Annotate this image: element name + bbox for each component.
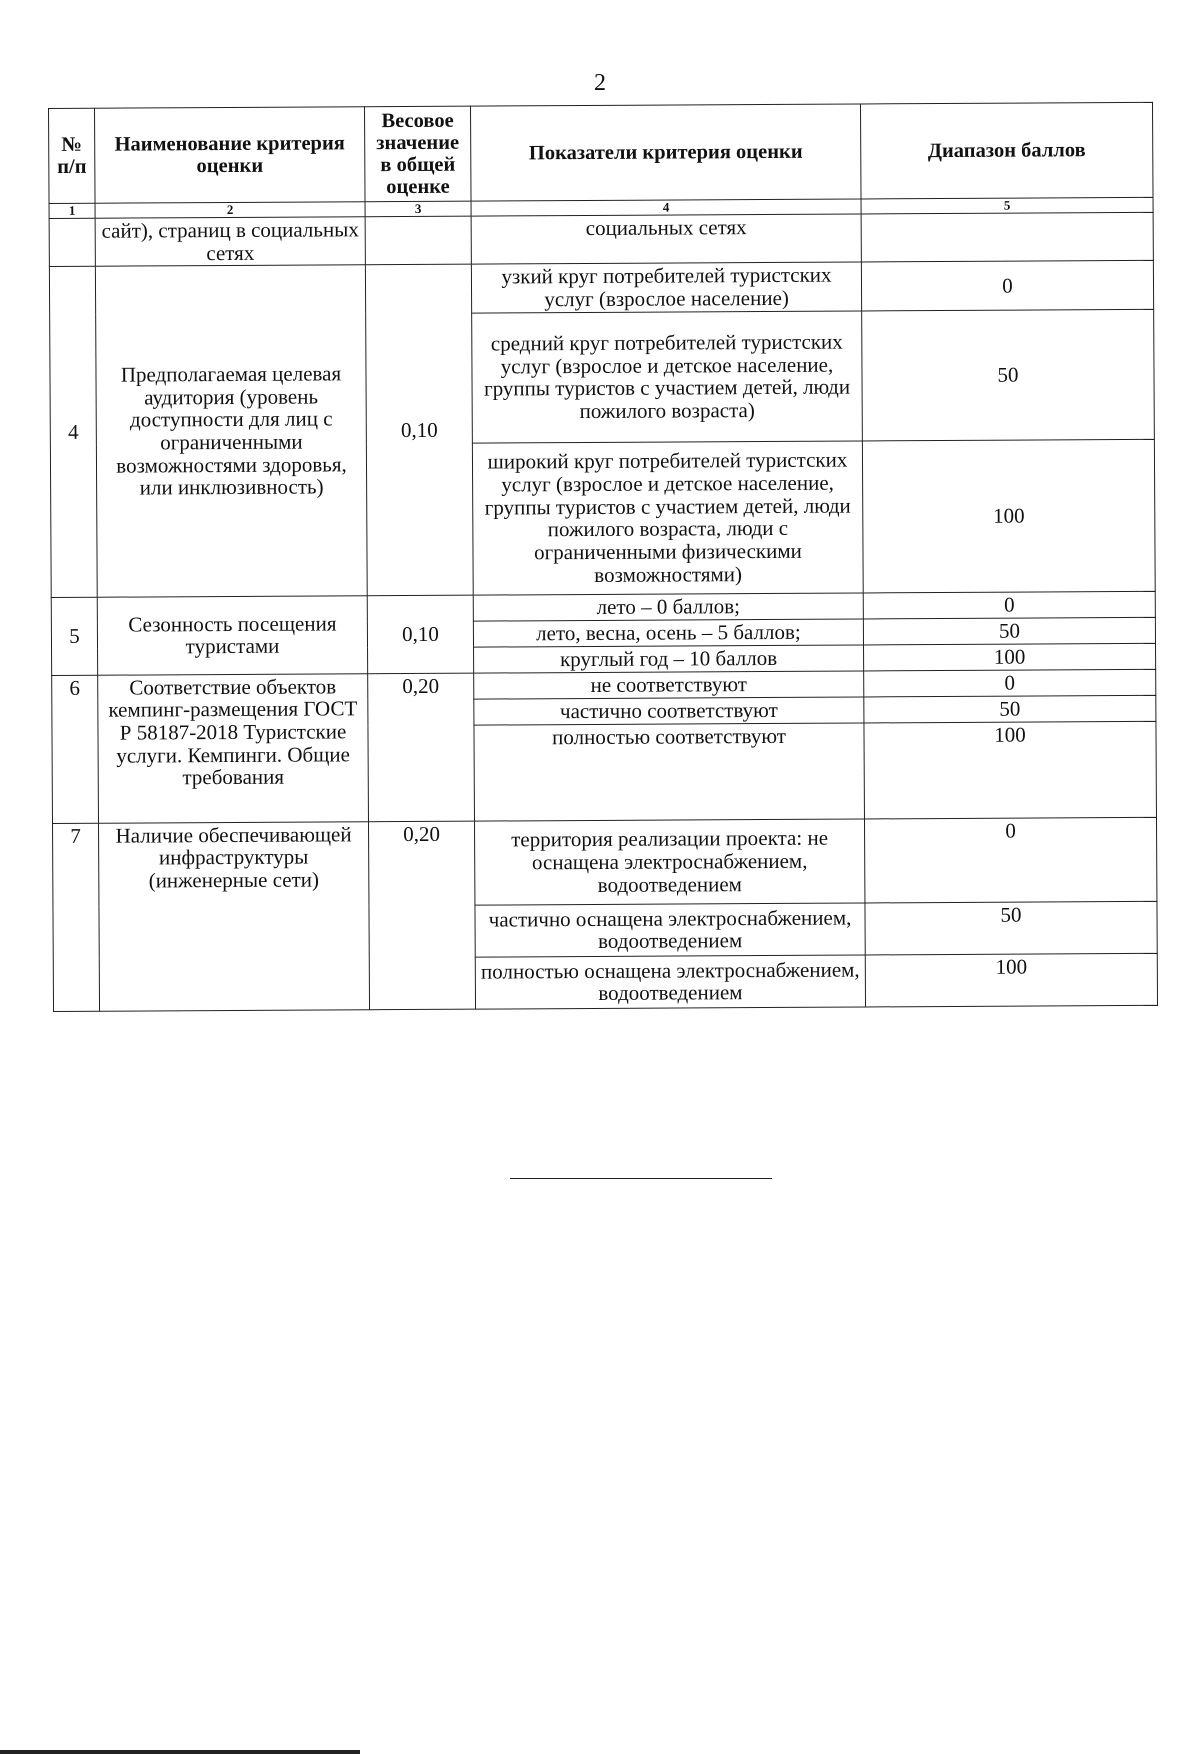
score-cell: 0	[861, 261, 1153, 311]
criterion-weight: 0,10	[367, 595, 473, 674]
header-range: Диапазон баллов	[860, 102, 1153, 199]
continuation-row	[49, 212, 1153, 267]
criterion-weight: 0,20	[368, 673, 475, 822]
score-cell: 50	[864, 695, 1156, 723]
indicator-cell: территория реализации проекта: не оснащена электроснабжением, водоотведением	[474, 819, 864, 905]
table-row	[52, 817, 1156, 907]
continuation-num	[49, 218, 95, 267]
header-weight: Весовое значение в общей оценке	[364, 106, 471, 202]
end-divider-line	[510, 1178, 772, 1179]
score-cell: 100	[865, 953, 1157, 1007]
table-row	[49, 261, 1153, 316]
criterion-name: Предполагаемая целевая аудитория (уровень доступности для лиц с ограниченными возможностями здоровья, или инклюзивность)	[95, 265, 367, 597]
indicator-cell: узкий круг потребителей туристских услуг (взрослое население)	[471, 262, 861, 313]
continuation-weight	[365, 216, 471, 265]
score-cell: 50	[863, 617, 1155, 645]
score-cell: 100	[862, 439, 1155, 593]
indicator-cell: лето – 0 баллов;	[473, 593, 863, 621]
criterion-num: 4	[49, 267, 97, 598]
indicator-cell: частично оснащена электроснабжением, водоотведением	[475, 903, 865, 957]
indicator-cell: не соответствуют	[474, 671, 864, 699]
header-indicators: Показатели критерия оценки	[470, 104, 861, 201]
indicator-cell: частично соответствуют	[474, 697, 864, 725]
score-cell: 0	[864, 817, 1156, 903]
criterion-weight: 0,10	[365, 265, 473, 596]
score-cell: 50	[865, 901, 1157, 955]
header-num: № п/п	[49, 108, 96, 203]
column-number: 1	[49, 203, 95, 218]
score-cell: 0	[863, 591, 1155, 619]
score-cell: 50	[862, 309, 1155, 441]
indicator-cell: круглый год – 10 баллов	[474, 645, 864, 673]
criterion-name: Наличие обеспечивающей инфраструктуры (инженерные сети)	[98, 821, 369, 1011]
criterion-num: 7	[52, 823, 99, 1011]
indicator-cell: лето, весна, осень – 5 баллов;	[473, 619, 863, 647]
criterion-num: 5	[51, 597, 97, 675]
header-row	[49, 102, 1154, 203]
score-cell: 100	[864, 643, 1156, 671]
criterion-weight: 0,20	[368, 821, 475, 1010]
indicator-cell: полностью оснащена электроснабжением, водоотведением	[475, 955, 865, 1009]
scan-edge-mark	[0, 1750, 360, 1754]
indicator-cell: широкий круг потребителей туристских услуг (взрослое и детское население, группы туристов с участием детей, люди пожилого возраста, люди с ограниченными физическими возможностями)	[472, 441, 863, 595]
header-name: Наименование критерия оценки	[95, 107, 366, 204]
criterion-num: 6	[52, 675, 99, 823]
indicator-cell: полностью соответствуют	[474, 723, 865, 821]
column-number: 2	[95, 202, 365, 219]
continuation-score	[861, 212, 1153, 262]
column-number: 3	[365, 201, 471, 217]
score-cell: 100	[864, 721, 1157, 819]
continuation-indicator: социальных сетях	[471, 214, 861, 265]
page-number: 2	[594, 70, 606, 96]
score-cell: 0	[864, 669, 1156, 697]
criterion-name: Соответствие объектов кемпинг-размещения ГОСТ Р 58187-2018 Туристские услуги. Кемпинги. Общие требования	[98, 673, 369, 823]
column-number: 5	[861, 197, 1153, 214]
criterion-name: Сезонность посещения туристами	[97, 595, 367, 675]
continuation-name: сайт), страниц в социальных сетях	[95, 217, 365, 267]
indicator-cell: средний круг потребителей туристских услуг (взрослое и детское население, группы туристов с участием детей, люди пожилого возраста)	[472, 311, 863, 443]
column-number: 4	[471, 199, 861, 216]
criteria-table	[48, 102, 1158, 1012]
